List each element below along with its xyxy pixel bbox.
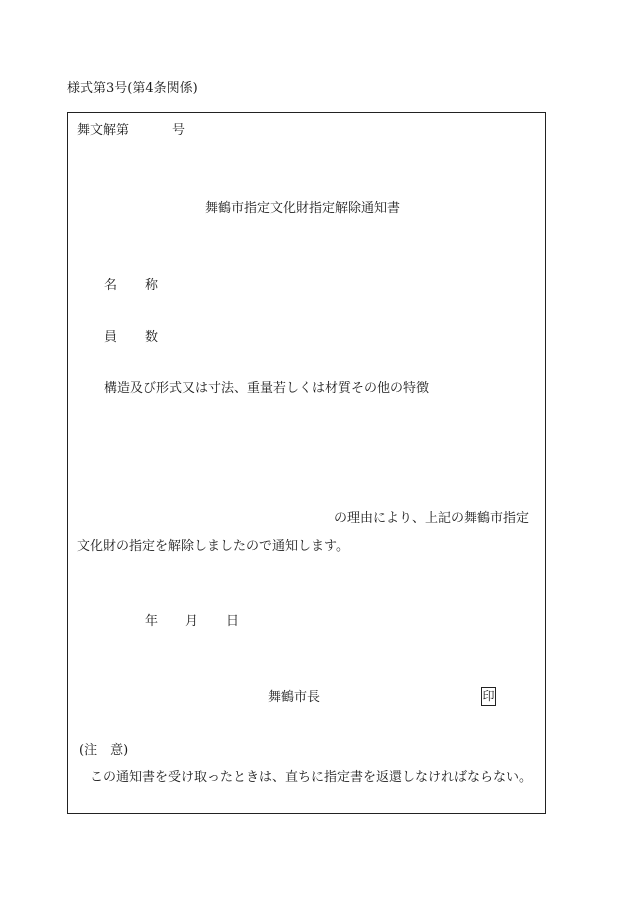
form-number: 様式第3号(第4条関係) bbox=[67, 81, 198, 96]
issuer-name: 舞鶴市長 bbox=[268, 690, 321, 705]
count-label-char-2: 数 bbox=[145, 330, 159, 345]
date-year-label: 年 bbox=[145, 614, 159, 629]
document-number-prefix: 舞文解第 bbox=[77, 123, 130, 138]
body-text-line-2: 文化財の指定を解除しましたので通知します。 bbox=[77, 539, 349, 554]
date-month-label: 月 bbox=[185, 614, 199, 629]
note-text: この通知書を受け取ったときは、直ちに指定書を返還しなければならない。 bbox=[90, 770, 533, 785]
document-number-suffix: 号 bbox=[172, 123, 186, 138]
form-frame bbox=[67, 112, 546, 814]
name-label-char-2: 称 bbox=[145, 278, 159, 293]
name-label-char-1: 名 bbox=[104, 278, 118, 293]
seal-mark: 印 bbox=[481, 687, 496, 706]
document-title: 舞鶴市指定文化財指定解除通知書 bbox=[205, 201, 401, 216]
date-day-label: 日 bbox=[226, 614, 240, 629]
body-text-line-1: の理由により、上記の舞鶴市指定 bbox=[334, 511, 530, 526]
structure-label: 構造及び形式又は寸法、重量若しくは材質その他の特徴 bbox=[104, 381, 430, 396]
count-label-char-1: 員 bbox=[104, 330, 118, 345]
note-heading: (注 意) bbox=[79, 743, 129, 758]
